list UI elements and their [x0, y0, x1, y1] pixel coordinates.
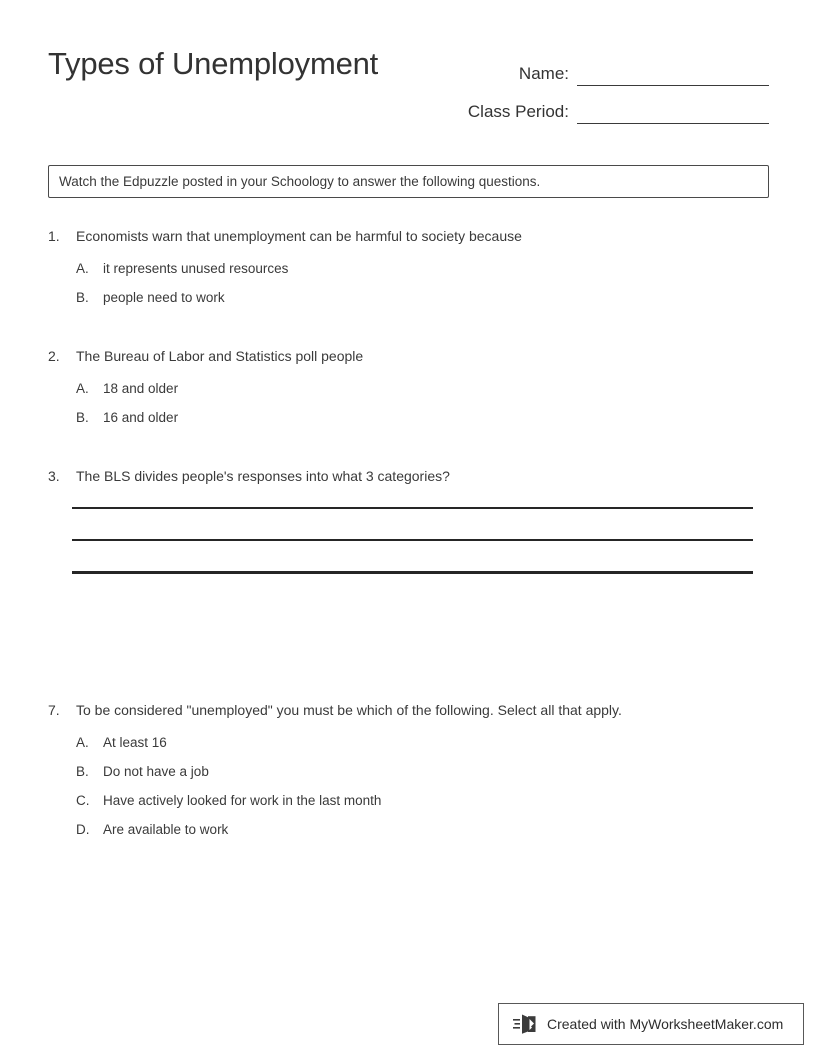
option-text: people need to work — [103, 290, 225, 305]
worksheet-header — [48, 44, 769, 124]
page-title: Types of Unemployment — [48, 46, 379, 81]
question-text: Economists warn that unemployment can be harmful to society because — [76, 228, 522, 244]
created-with-badge[interactable] — [498, 1003, 804, 1045]
option-letter: A. — [76, 261, 89, 276]
option-letter: D. — [76, 822, 90, 837]
question-heading — [48, 699, 769, 721]
question-heading — [48, 465, 769, 487]
answer-lines-group — [48, 507, 769, 574]
question-number: 1. — [48, 228, 60, 244]
option-item[interactable] — [76, 259, 769, 279]
option-item[interactable] — [76, 288, 769, 308]
option-text: Are available to work — [103, 822, 229, 837]
option-item[interactable] — [76, 820, 769, 840]
created-with-text: Created with MyWorksheetMaker.com — [547, 1016, 784, 1032]
student-info-block — [439, 48, 769, 124]
answer-line[interactable] — [72, 539, 753, 541]
question-text: To be considered "unemployed" you must be which of the following. Select all that apply. — [76, 702, 622, 718]
class-period-input-line[interactable] — [577, 101, 769, 124]
option-letter: B. — [76, 764, 89, 779]
option-letter: A. — [76, 735, 89, 750]
question-number: 2. — [48, 348, 60, 364]
question-item — [48, 345, 769, 437]
question-number: 3. — [48, 468, 60, 484]
answer-line[interactable] — [72, 507, 753, 509]
question-number: 7. — [48, 702, 60, 718]
name-input-line[interactable] — [577, 63, 769, 86]
option-item[interactable] — [76, 733, 769, 753]
name-field-row — [439, 48, 769, 86]
option-text: 18 and older — [103, 381, 179, 396]
option-letter: C. — [76, 793, 90, 808]
option-item[interactable] — [76, 791, 769, 811]
option-letter: B. — [76, 290, 89, 305]
question-heading — [48, 345, 769, 367]
answer-line[interactable] — [72, 571, 753, 573]
name-field-label: Name: — [518, 64, 569, 83]
question-options — [48, 259, 769, 308]
option-text: At least 16 — [103, 735, 167, 750]
class-period-field-label: Class Period: — [467, 102, 569, 121]
question-item — [48, 699, 769, 849]
option-text: Have actively looked for work in the last month — [103, 793, 382, 808]
option-letter: B. — [76, 410, 89, 425]
question-options — [48, 379, 769, 428]
option-item[interactable] — [76, 379, 769, 399]
worksheet-maker-logo-icon — [513, 1012, 539, 1036]
question-text: The Bureau of Labor and Statistics poll people — [76, 348, 364, 364]
question-heading — [48, 225, 769, 247]
option-text: 16 and older — [103, 410, 179, 425]
instruction-text: Watch the Edpuzzle posted in your Schoology to answer the following questions. — [59, 173, 541, 189]
class-period-field-row — [439, 86, 769, 124]
option-item[interactable] — [76, 762, 769, 782]
instruction-box — [48, 165, 769, 198]
question-options — [48, 733, 769, 840]
option-item[interactable] — [76, 408, 769, 428]
question-item — [48, 465, 769, 574]
question-text: The BLS divides people's responses into what 3 categories? — [76, 468, 450, 484]
option-text: Do not have a job — [103, 764, 209, 779]
question-item — [48, 225, 769, 317]
option-text: it represents unused resources — [103, 261, 289, 276]
option-letter: A. — [76, 381, 89, 396]
